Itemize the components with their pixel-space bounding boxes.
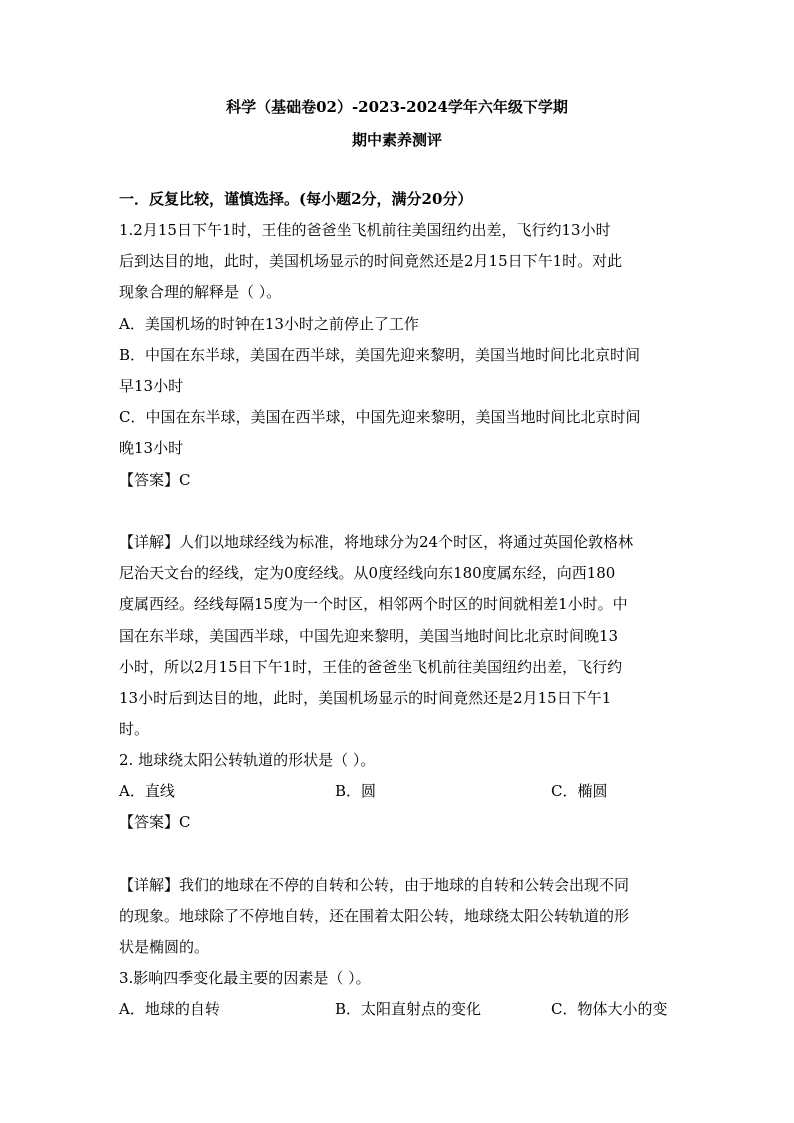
question-2-option-c: C．椭圆 [551,782,608,800]
question-2-detail-line-2: 的现象。地球除了不停地自转，还在围着太阳公转，地球绕太阳公转轨道的形 [119,907,630,925]
question-1-option-b-line-1: B．中国在东半球，美国在西半球，美国先迎来黎明，美国当地时间比北京时间 [119,346,641,364]
question-1-detail-line-7: 时。 [119,720,150,738]
question-1-stem-line-2: 后到达目的地，此时，美国机场显示的时间竟然还是2月15日下午1时。对此 [119,252,623,270]
question-1-answer: 【答案】C [119,471,191,489]
question-1-detail-line-1: 【详解】人们以地球经线为标准，将地球分为24个时区，将通过英国伦敦格林 [119,533,634,551]
section-heading: 一．反复比较，谨慎选择。(每小题2分，满分20分） [119,190,473,208]
question-3-option-b: B．太阳直射点的变化 [335,1000,482,1018]
question-2-detail-line-3: 状是椭圆的。 [119,938,210,956]
question-1-detail-line-4: 国在东半球，美国西半球，中国先迎来黎明，美国当地时间比北京时间晚13 [119,627,619,645]
question-2-stem: 2. 地球绕太阳公转轨道的形状是（ ）。 [119,751,376,769]
question-1-stem-line-3: 现象合理的解释是（ ）。 [119,283,282,301]
question-1-stem-line-1: 1.2月15日下午1时，王佳的爸爸坐飞机前往美国纽约出差，飞行约13小时 [119,221,611,239]
question-2-answer: 【答案】C [119,813,191,831]
question-1-detail-line-6: 13小时后到达目的地，此时，美国机场显示的时间竟然还是2月15日下午1 [119,689,612,707]
question-1-option-a: A．美国机场的时钟在13小时之前停止了工作 [119,315,419,333]
question-1-detail-line-5: 小时，所以2月15日下午1时，王佳的爸爸坐飞机前往美国纽约出差，飞行约 [119,658,623,676]
question-2-detail-line-1: 【详解】我们的地球在不停的自转和公转，由于地球的自转和公转会出现不同 [119,876,630,894]
page-subtitle: 期中素养测评 [351,131,442,149]
question-1-option-b-line-2: 早13小时 [119,377,184,395]
question-3-option-a: A．地球的自转 [119,1000,220,1018]
question-1-option-c-line-2: 晚13小时 [119,439,184,457]
question-2-option-a: A．直线 [119,782,175,800]
question-1-option-c-line-1: C．中国在东半球，美国在西半球，中国先迎来黎明，美国当地时间比北京时间 [119,408,641,426]
question-1-detail-line-2: 尼治天文台的经线，定为0度经线。从0度经线向东180度属东经，向西180 [119,564,616,582]
question-2-option-b: B．圆 [335,782,377,800]
page-title: 科学（基础卷02）-2023-2024学年六年级下学期 [226,98,568,116]
question-3-option-c: C．物体大小的变 [551,1000,668,1018]
question-1-detail-line-3: 度属西经。经线每隔15度为一个时区，相邻两个时区的时间就相差1小时。中 [119,595,628,613]
question-3-stem: 3.影响四季变化最主要的因素是（ ）。 [119,969,371,987]
